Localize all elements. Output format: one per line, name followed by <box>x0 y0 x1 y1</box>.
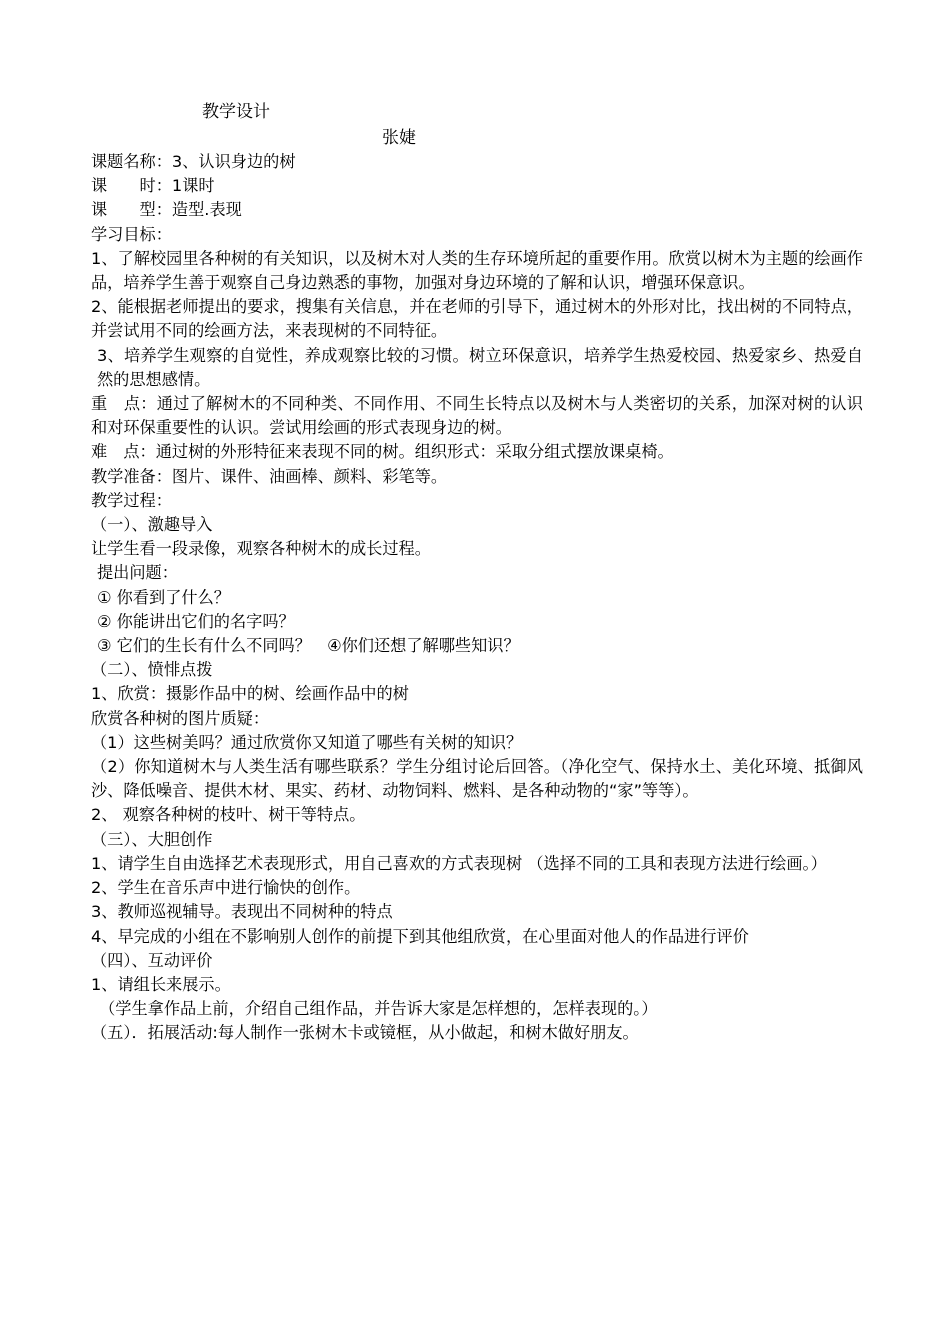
objective-2: 2、能根据老师提出的要求，搜集有关信息，并在老师的引导下，通过树木的外形对比，找出树的不同特点，并尝试用不同的绘画方法，来表现树的不同特征。 <box>91 297 863 341</box>
document-author: 张婕 <box>382 128 416 148</box>
section-4-line-2: （学生拿作品上前，介绍自己组作品，并告诉大家是怎样想的，怎样表现的。） <box>91 999 658 1019</box>
section-3-line-1: 1、请学生自由选择艺术表现形式，用自己喜欢的方式表现树 （选择不同的工具和表现方法进行绘画。） <box>91 853 827 873</box>
section-4-line-1: 1、请组长来展示。 <box>91 974 231 994</box>
section-3-line-3: 3、教师巡视辅导。表现出不同树种的特点 <box>91 902 393 922</box>
section-1-questions-heading: 提出问题： <box>97 563 178 583</box>
objective-1: 1、了解校园里各种树的有关知识，以及树木对人类的生存环境所起的重要作用。欣赏以树木为主题的绘画作品，培养学生善于观察自己身边熟悉的事物，加强对身边环境的了解和认识，增强环保意识。 <box>91 248 863 293</box>
section-2-line-5: 2、 观察各种树的枝叶、树干等特点。 <box>91 805 366 825</box>
question-3-4: ③ 它们的生长有什么不同吗？ ④你们还想了解哪些知识？ <box>97 636 520 656</box>
lesson-name: 课题名称：3、认识身边的树 <box>91 152 296 171</box>
section-2-line-3: （1）这些树美吗？通过欣赏你又知道了哪些有关树的知识？ <box>91 732 523 752</box>
section-4-heading: （四）、互动评价 <box>91 950 213 970</box>
document-title: 教学设计 <box>202 102 270 122</box>
section-1-heading: （一）、激趣导入 <box>91 515 213 535</box>
section-3-line-4: 4、早完成的小组在不影响别人创作的前提下到其他组欣赏，在心里面对他人的作品进行评价 <box>91 926 749 946</box>
section-1-line-1: 让学生看一段录像，观察各种树木的成长过程。 <box>91 539 431 559</box>
teaching-process-heading: 教学过程： <box>91 490 172 510</box>
section-2-line-1: 1、欣赏：摄影作品中的树、绘画作品中的树 <box>91 684 409 704</box>
difficult-points: 难 点：通过树的外形特征来表现不同的树。组织形式：采取分组式摆放课桌椅。 <box>91 442 674 462</box>
section-2-heading: （二）、愤悱点拨 <box>91 660 213 680</box>
objective-3: 3、培养学生观察的自觉性，养成观察比较的习惯。树立环保意识，培养学生热爱校园、热爱家乡、热爱自然的思想感情。 <box>97 345 863 389</box>
lesson-hours: 课 时：1课时 <box>91 176 215 196</box>
question-2: ② 你能讲出它们的名字吗？ <box>97 611 295 631</box>
teaching-preparation: 教学准备：图片、课件、油画棒、颜料、彩笔等。 <box>91 466 448 486</box>
section-3-heading: （三）、大胆创作 <box>91 829 213 849</box>
key-points: 重 点：通过了解树木的不同种类、不同作用、不同生长特点以及树木与人类密切的关系，加深对树的认识和对环保重要性的认识。尝试用绘画的形式表现身边的树。 <box>91 394 863 438</box>
section-2-line-2: 欣赏各种树的图片质疑： <box>91 708 270 728</box>
lesson-type: 课 型：造型.表现 <box>91 200 242 220</box>
section-5-line: （五）．拓展活动:每人制作一张树木卡或镜框，从小做起，和树木做好朋友。 <box>91 1023 639 1043</box>
section-3-line-2: 2、学生在音乐声中进行愉快的创作。 <box>91 878 361 898</box>
document-body <box>91 150 863 1046</box>
section-2-line-4: （2）你知道树木与人类生活有哪些联系？学生分组讨论后回答。（净化空气、保持水土、美化环境、抵御风沙、降低噪音、提供木材、果实、药材、动物饲料、燃料、是各种动物的“家”等等）。 <box>91 757 863 801</box>
question-1: ① 你看到了什么？ <box>97 587 230 607</box>
objectives-heading: 学习目标： <box>91 224 172 244</box>
